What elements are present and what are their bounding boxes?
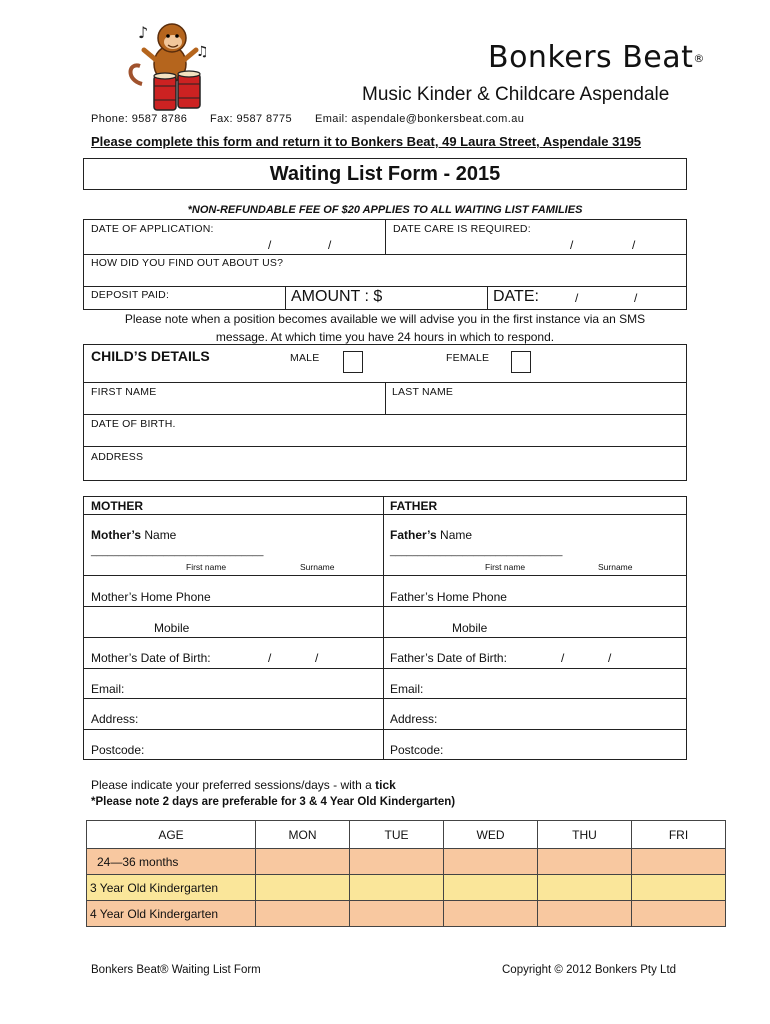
form-title: Waiting List Form - 2015 xyxy=(269,163,501,185)
table-row xyxy=(87,901,726,927)
session-cell[interactable] xyxy=(538,849,632,875)
session-cell[interactable] xyxy=(632,875,726,901)
session-cell[interactable] xyxy=(632,901,726,927)
column-header-fri: FRI xyxy=(632,821,726,849)
date-of-application-label: DATE OF APPLICATION: xyxy=(91,223,214,235)
session-cell[interactable] xyxy=(256,901,350,927)
fax-number: Fax: 9587 8775 xyxy=(210,113,293,125)
date-slash: / xyxy=(575,291,579,305)
footer-form-name: Bonkers Beat® Waiting List Form xyxy=(91,964,261,976)
mother-home-phone-label: Mother’s Home Phone xyxy=(91,590,211,604)
footer-copyright: Copyright © 2012 Bonkers Pty Ltd xyxy=(502,964,677,976)
father-name-line: _______________________________ xyxy=(390,546,563,557)
session-cell[interactable] xyxy=(538,901,632,927)
deposit-date-label: DATE: xyxy=(493,288,539,305)
father-heading: FATHER xyxy=(390,499,438,513)
session-cell[interactable] xyxy=(444,849,538,875)
father-first-name-caption: First name xyxy=(485,562,526,572)
date-slash: / xyxy=(268,238,272,252)
father-email-label: Email: xyxy=(390,682,424,696)
child-dob-label: DATE OF BIRTH. xyxy=(91,418,176,430)
fee-note: *NON-REFUNDABLE FEE OF $20 APPLIES TO ALL WAITING LIST FAMILIES xyxy=(187,204,583,216)
column-header-age: AGE xyxy=(87,821,256,849)
monkey-drummer-logo xyxy=(120,14,220,114)
date-care-required-label: DATE CARE IS REQUIRED: xyxy=(393,223,531,235)
date-slash: / xyxy=(561,651,565,665)
session-cell[interactable] xyxy=(444,901,538,927)
phone-number: Phone: 9587 8786 xyxy=(91,113,188,125)
amount-label: AMOUNT : $ xyxy=(291,288,383,305)
svg-text:♫: ♫ xyxy=(196,44,209,60)
mother-name-line: _______________________________ xyxy=(91,546,264,557)
sessions-note: *Please note 2 days are preferable for 3 & 4 Year Old Kindergarten) xyxy=(91,796,456,808)
table-row xyxy=(87,849,726,875)
session-cell[interactable] xyxy=(350,849,444,875)
session-cell[interactable] xyxy=(350,901,444,927)
session-cell[interactable] xyxy=(350,875,444,901)
mother-postcode-label: Postcode: xyxy=(91,743,145,757)
svg-text:♪: ♪ xyxy=(138,23,149,42)
child-last-name-label: LAST NAME xyxy=(392,386,454,398)
date-slash: / xyxy=(570,238,574,252)
sms-note-line-1: Please note when a position becomes available we will advise you in the first instance via an SMS xyxy=(124,312,646,326)
female-checkbox[interactable] xyxy=(511,351,531,373)
registered-mark: ® xyxy=(693,52,705,65)
session-cell[interactable] xyxy=(444,875,538,901)
child-first-name-label: FIRST NAME xyxy=(91,386,157,398)
mother-heading: MOTHER xyxy=(91,499,143,513)
column-header-mon: MON xyxy=(256,821,350,849)
session-cell[interactable] xyxy=(632,849,726,875)
date-slash: / xyxy=(268,651,272,665)
brand-name: Bonkers Beat® xyxy=(488,40,705,75)
father-surname-caption: Surname xyxy=(598,562,633,572)
father-mobile-label: Mobile xyxy=(452,621,488,635)
child-details-heading: CHILD’S DETAILS xyxy=(91,348,210,364)
male-checkbox[interactable] xyxy=(343,351,363,373)
form-title-box xyxy=(83,158,687,190)
sessions-header-row xyxy=(87,821,726,849)
row-label: 3 Year Old Kindergarten xyxy=(87,875,256,901)
father-name-label: Father’s Name xyxy=(390,528,473,542)
sms-note-line-2: message. At which time you have 24 hours in which to respond. xyxy=(215,330,555,344)
brand-subtitle: Music Kinder & Childcare Aspendale xyxy=(362,84,670,105)
row-label: 4 Year Old Kindergarten xyxy=(87,901,256,927)
return-instruction: Please complete this form and return it to Bonkers Beat, 49 Laura Street, Aspendale 3195 xyxy=(91,134,642,149)
male-label: MALE xyxy=(290,352,320,364)
table-row xyxy=(87,875,726,901)
column-header-tue: TUE xyxy=(350,821,444,849)
mother-name-label: Mother’s Name xyxy=(91,528,177,542)
father-postcode-label: Postcode: xyxy=(390,743,444,757)
mother-email-label: Email: xyxy=(91,682,125,696)
mother-address-label: Address: xyxy=(91,712,139,726)
session-cell[interactable] xyxy=(256,875,350,901)
deposit-paid-label: DEPOSIT PAID: xyxy=(91,289,170,301)
sessions-intro: Please indicate your preferred sessions/days - with a tick xyxy=(91,778,396,792)
date-slash: / xyxy=(608,651,612,665)
session-cell[interactable] xyxy=(538,875,632,901)
column-header-thu: THU xyxy=(538,821,632,849)
mother-surname-caption: Surname xyxy=(300,562,335,572)
date-slash: / xyxy=(315,651,319,665)
date-slash: / xyxy=(328,238,332,252)
mother-dob-label: Mother’s Date of Birth: xyxy=(91,651,211,665)
mother-mobile-label: Mobile xyxy=(154,621,190,635)
father-address-label: Address: xyxy=(390,712,438,726)
father-home-phone-label: Father’s Home Phone xyxy=(390,590,507,604)
date-slash: / xyxy=(634,291,638,305)
mother-first-name-caption: First name xyxy=(186,562,227,572)
sessions-table xyxy=(86,820,726,927)
column-header-wed: WED xyxy=(444,821,538,849)
session-cell[interactable] xyxy=(256,849,350,875)
female-label: FEMALE xyxy=(446,352,490,364)
row-label: 24—36 months xyxy=(87,849,256,875)
father-dob-label: Father’s Date of Birth: xyxy=(390,651,507,665)
how-found-label: HOW DID YOU FIND OUT ABOUT US? xyxy=(91,257,284,269)
child-address-label: ADDRESS xyxy=(91,451,144,463)
email-address: Email: aspendale@bonkersbeat.com.au xyxy=(315,113,525,125)
date-slash: / xyxy=(632,238,636,252)
